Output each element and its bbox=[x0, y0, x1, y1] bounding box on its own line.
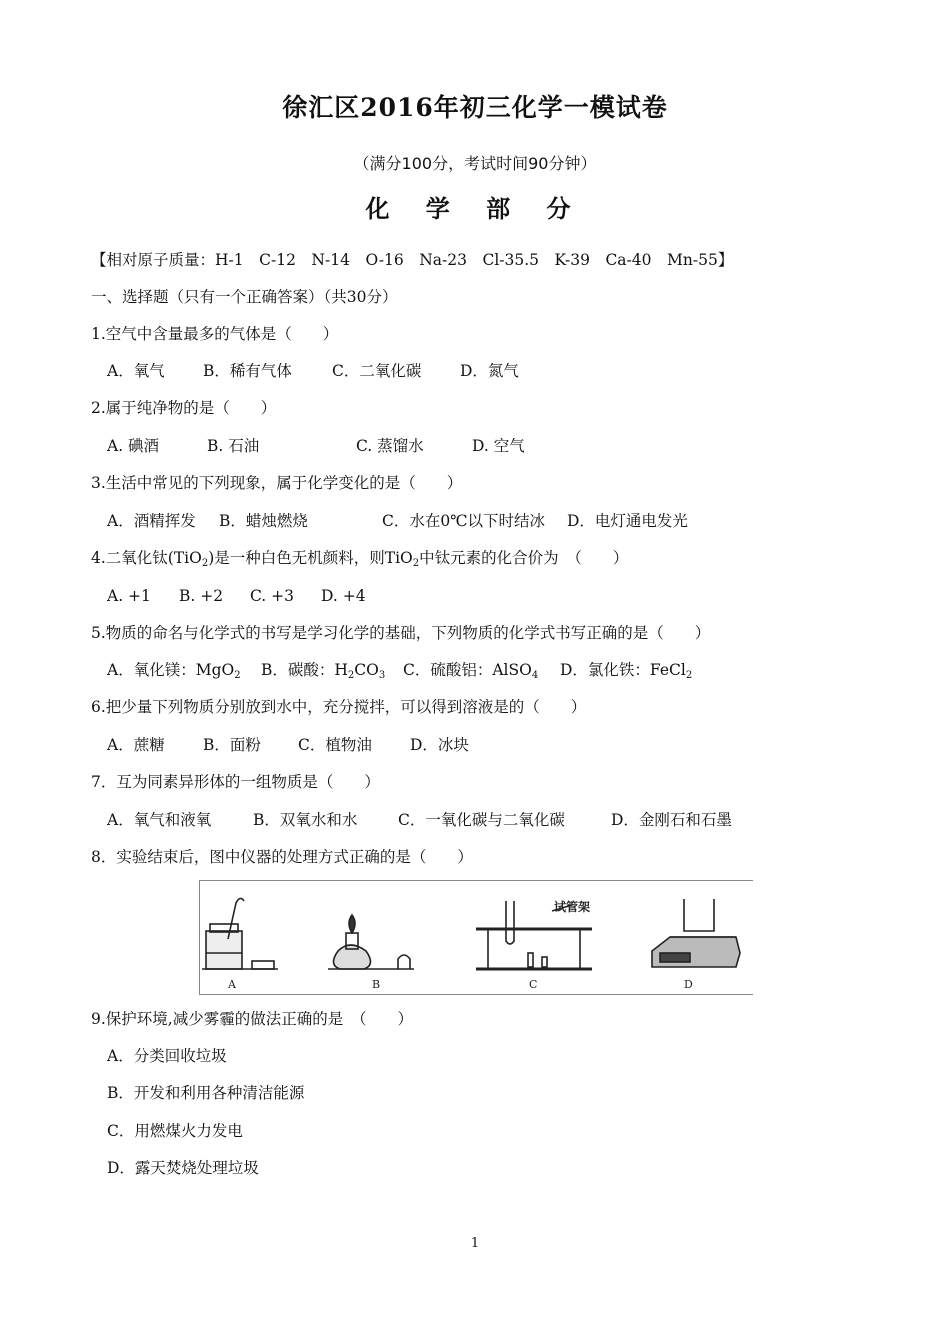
q7-option-c: C．一氧化碳与二氧化碳 bbox=[398, 811, 565, 829]
q5-option-a-sub: 2 bbox=[234, 670, 241, 681]
reagent-bottle-icon bbox=[202, 898, 278, 969]
exam-title: 徐汇区2016年初三化学一模试卷 bbox=[282, 93, 668, 122]
q4-stem-part: )是一种白色无机颜料，则TiO bbox=[208, 549, 413, 567]
q1-option-c: C．二氧化碳 bbox=[332, 362, 422, 380]
question-3-stem: 3.生活中常见的下列现象，属于化学变化的是（ ） bbox=[91, 474, 463, 492]
question-4-stem bbox=[91, 548, 628, 568]
alcohol-lamp-icon bbox=[328, 915, 414, 969]
q4-option-b: B. +2 bbox=[179, 587, 224, 605]
q5-option-b-text: B．碳酸：H bbox=[261, 661, 348, 679]
question-2-stem: 2.属于纯净物的是（ ） bbox=[91, 399, 277, 417]
q9-option-c: C．用燃煤火力发电 bbox=[107, 1122, 243, 1140]
q4-option-a: A. +1 bbox=[107, 587, 151, 605]
q9-option-d: D．露天焚烧处理垃圾 bbox=[107, 1159, 259, 1177]
figure-label-d: D bbox=[684, 978, 693, 991]
q2-option-d: D. 空气 bbox=[472, 437, 525, 455]
q4-subscript: 2 bbox=[201, 558, 209, 569]
q7-option-b: B．双氧水和水 bbox=[253, 811, 358, 829]
q7-option-a: A．氧气和液氧 bbox=[107, 811, 212, 829]
q5-option-c-sub: 4 bbox=[531, 670, 539, 681]
question-9-stem: 9.保护环境,减少雾霾的做法正确的是 （ ） bbox=[91, 1010, 413, 1028]
q5-option-a-text: A．氧化镁：MgO bbox=[107, 661, 235, 679]
q5-option-b-sub: 2 bbox=[347, 670, 355, 681]
figure-label-b: B bbox=[372, 978, 381, 991]
q4-option-d: D. +4 bbox=[321, 587, 366, 605]
figure-caption: 试管架 bbox=[554, 900, 591, 914]
section-heading: 化 学 部 分 bbox=[365, 194, 585, 223]
q4-option-c: C. +3 bbox=[250, 587, 295, 605]
part-one-heading: 一、选择题（只有一个正确答案）（共30分） bbox=[91, 288, 398, 306]
q9-option-a: A．分类回收垃圾 bbox=[107, 1047, 227, 1065]
figure-label-c: C bbox=[529, 978, 538, 991]
q3-option-d: D．电灯通电发光 bbox=[567, 512, 688, 530]
figure-label-a: A bbox=[228, 978, 236, 991]
question-7-stem: 7．互为同素异形体的一组物质是（ ） bbox=[91, 773, 380, 791]
q9-option-b: B．开发和利用各种清洁能源 bbox=[107, 1084, 305, 1102]
q1-option-d: D．氮气 bbox=[460, 362, 519, 380]
q3-option-b: B．蜡烛燃烧 bbox=[219, 512, 308, 530]
q4-stem-part: 4.二氧化钛(TiO bbox=[91, 549, 202, 567]
q6-option-c: C．植物油 bbox=[298, 736, 372, 754]
question-1-stem: 1.空气中含量最多的气体是（ ） bbox=[91, 325, 339, 343]
q4-stem-part: 中钛元素的化合价为 （ ） bbox=[419, 549, 629, 567]
q6-option-d: D．冰块 bbox=[410, 736, 469, 754]
q3-option-c: C．水在0℃以下时结冰 bbox=[382, 512, 546, 530]
q7-option-d: D．金刚石和石墨 bbox=[611, 811, 732, 829]
q6-option-b: B．面粉 bbox=[203, 736, 261, 754]
q5-option-c-text: C．硫酸铝：AlSO bbox=[403, 661, 532, 679]
q4-subscript: 2 bbox=[412, 558, 420, 569]
q2-option-a: A. 碘酒 bbox=[107, 437, 160, 455]
q5-option-a bbox=[107, 660, 241, 680]
q1-option-b: B．稀有气体 bbox=[203, 362, 292, 380]
q3-option-a: A．酒精挥发 bbox=[107, 512, 196, 530]
atomic-masses: 【相对原子质量：H-1 C-12 N-14 O-16 Na-23 Cl-35.5 K-39 Ca-40 Mn-55】 bbox=[91, 251, 734, 269]
page-number: 1 bbox=[470, 1236, 480, 1251]
q2-option-c: C. 蒸馏水 bbox=[356, 437, 424, 455]
q5-option-b-sub: 3 bbox=[378, 670, 386, 681]
q5-option-c bbox=[403, 660, 538, 680]
question-6-stem: 6.把少量下列物质分别放到水中，充分搅拌，可以得到溶液是的（ ） bbox=[91, 698, 587, 716]
q5-option-b bbox=[261, 660, 385, 680]
q5-option-d bbox=[560, 660, 692, 680]
apparatus-drawing bbox=[200, 881, 753, 994]
q1-option-a: A．氧气 bbox=[107, 362, 165, 380]
q5-option-d-text: D．氯化铁：FeCl bbox=[560, 661, 686, 679]
q2-option-b: B. 石油 bbox=[207, 437, 260, 455]
q5-option-d-sub: 2 bbox=[685, 670, 693, 681]
q5-option-b-text: CO bbox=[354, 661, 379, 679]
question-8-stem: 8．实验结束后，图中仪器的处理方式正确的是（ ） bbox=[91, 848, 473, 866]
electronic-balance-icon bbox=[652, 899, 740, 967]
question-5-stem: 5.物质的命名与化学式的书写是学习化学的基础，下列物质的化学式书写正确的是（ ） bbox=[91, 624, 711, 642]
q6-option-a: A．蔗糖 bbox=[107, 736, 165, 754]
apparatus-figure bbox=[199, 880, 753, 995]
exam-subtitle: （满分100分，考试时间90分钟） bbox=[353, 154, 597, 173]
